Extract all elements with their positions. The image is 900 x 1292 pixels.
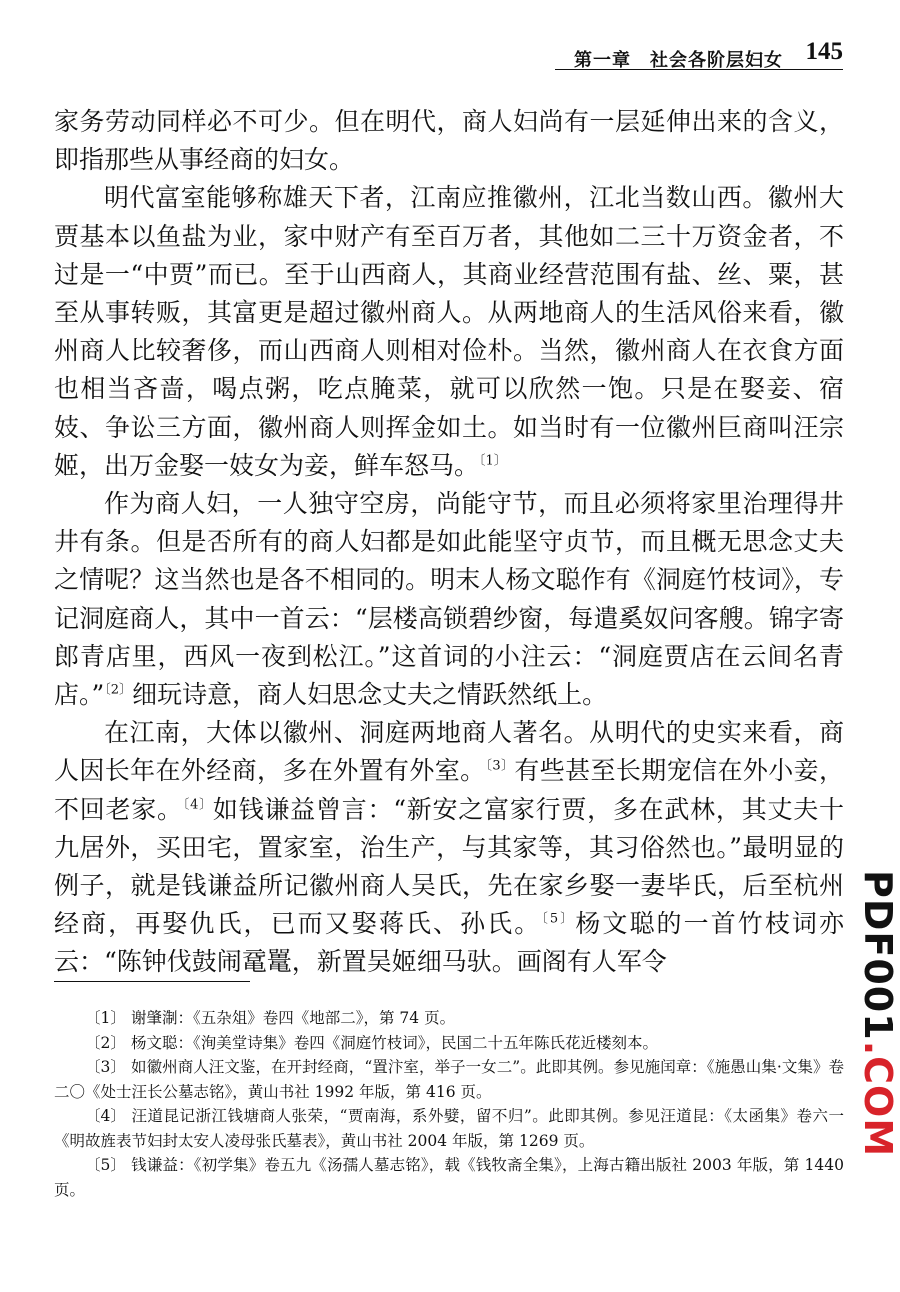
footnote-text: 杨文聪：《洵美堂诗集》卷四《洞庭竹枝词》，民国二十五年陈氏花近楼刻本。: [131, 1033, 659, 1052]
footnote-rule: [54, 981, 250, 982]
header-rule: [555, 69, 843, 70]
watermark-part1: PDF001: [856, 870, 900, 1041]
text-run: 杨文聪的一首竹枝词亦云：“陈钟伐鼓闹鼋鼍，新置吴姬细马驮。画阁有人军令: [54, 909, 844, 977]
chapter-title: 第一章 社会各阶层妇女: [574, 50, 783, 71]
footnote-ref: 〔1〕: [479, 453, 507, 469]
footnote-number: 〔3〕: [85, 1058, 126, 1076]
watermark-part2: .COM: [856, 1040, 900, 1158]
footnote-text: 钱谦益：《初学集》卷五九《汤孺人墓志铭》，载《钱牧斋全集》，上海古籍出版社 2003 年版，第 1440 页。: [54, 1156, 844, 1199]
footnotes: [54, 1006, 844, 1202]
footnote: [54, 1104, 844, 1153]
footnote-text: 汪道昆记浙江钱塘商人张荣，“贾南海，系外嬖，留不归”。此即其例。参见汪道昆：《太函集》卷六一《明故旌表节妇封太安人凌母张氏墓表》，黄山书社 2004 年版，第 1269 页。: [54, 1107, 844, 1150]
running-header: [0, 38, 843, 72]
text-run: 明代富室能够称雄天下者，江南应推徽州，江北当数山西。徽州大贾基本以鱼盐为业，家中财产有至百万者，其他如二三十万资金者，不过是一“中贾”而已。至于山西商人，其商业经营范围有盐、丝、粟，甚至从事转贩，其富更是超过徽州商人。从两地商人的生活风俗来看，徽州商人比较奢侈，而山西商人则相对俭朴。当然，徽州商人在衣食方面也相当吝啬，喝点粥，吃点腌菜，就可以欣然一饱。只是在娶妾、宿妓、争讼三方面，徽州商人则挥金如土。如当时有一位徽州巨商叫汪宗姬，出万金娶一妓女为妾，鲜车怒马。: [54, 183, 844, 480]
footnote: [54, 1006, 844, 1031]
footnote-number: 〔5〕: [85, 1156, 126, 1174]
paragraph: [54, 714, 844, 981]
watermark: [842, 870, 900, 1158]
footnote-ref: 〔5〕: [541, 911, 576, 927]
footnote: [54, 1153, 844, 1202]
paragraph: [54, 103, 844, 179]
footnote-number: 〔4〕: [85, 1107, 126, 1125]
footnote: [54, 1055, 844, 1104]
footnote-ref: 〔4〕: [182, 797, 213, 813]
body-text: [54, 103, 844, 982]
footnote-text: 如徽州商人汪文鉴，在开封经商，“置汴室，举子一女二”。此即其例。参见施闰章：《施愚山集·文集》卷二〇《处士汪长公墓志铭》，黄山书社 1992 年版，第 416 页。: [54, 1058, 844, 1101]
paragraph: [54, 179, 844, 485]
footnote: [54, 1031, 844, 1056]
footnote-number: 〔1〕: [85, 1009, 126, 1027]
footnote-ref: 〔2〕: [104, 682, 133, 698]
text-run: 家务劳动同样必不可少。但在明代，商人妇尚有一层延伸出来的含义，即指那些从事经商的妇女。: [54, 107, 844, 175]
text-run: 在江南，大体以徽州、洞庭两地商人著名。从明代的史实来看，商人因长年在外经商，多在外置有外室。: [54, 718, 844, 786]
text-run: 有些甚至长期宠信在外小妾，不回老家。: [54, 756, 844, 824]
text-run: 细玩诗意，商人妇思念丈夫之情跃然纸上。: [132, 680, 608, 710]
page-number: 145: [805, 38, 843, 65]
text-run: 如钱谦益曾言：“新安之富家行贾，多在武林，其丈夫十九居外，买田宅，置家室，治生产，与其家等，其习俗然也。”最明显的例子，就是钱谦益所记徽州商人吴氏，先在家乡娶一妻毕氏，后至杭州经商，再娶仇氏，已而又娶蒋氏、孙氏。: [54, 794, 844, 939]
footnote-ref: 〔3〕: [485, 759, 515, 775]
paragraph: [54, 485, 844, 714]
text-run: 作为商人妇，一人独守空房，尚能守节，而且必须将家里治理得井井有条。但是否所有的商人妇都是如此能坚守贞节，而且概无思念丈夫之情呢？这当然也是各不相同的。明末人杨文聪作有《洞庭竹枝词》，专记洞庭商人，其中一首云：“层楼高锁碧纱窗，每遣奚奴问客艘。锦字寄郎青店里，西风一夜到松江。”这首词的小注云：“洞庭贾店在云间名青店。”: [54, 489, 844, 710]
footnote-number: 〔2〕: [85, 1033, 126, 1052]
footnote-text: 谢肇淛：《五杂俎》卷四《地部二》，第 74 页。: [131, 1009, 456, 1027]
